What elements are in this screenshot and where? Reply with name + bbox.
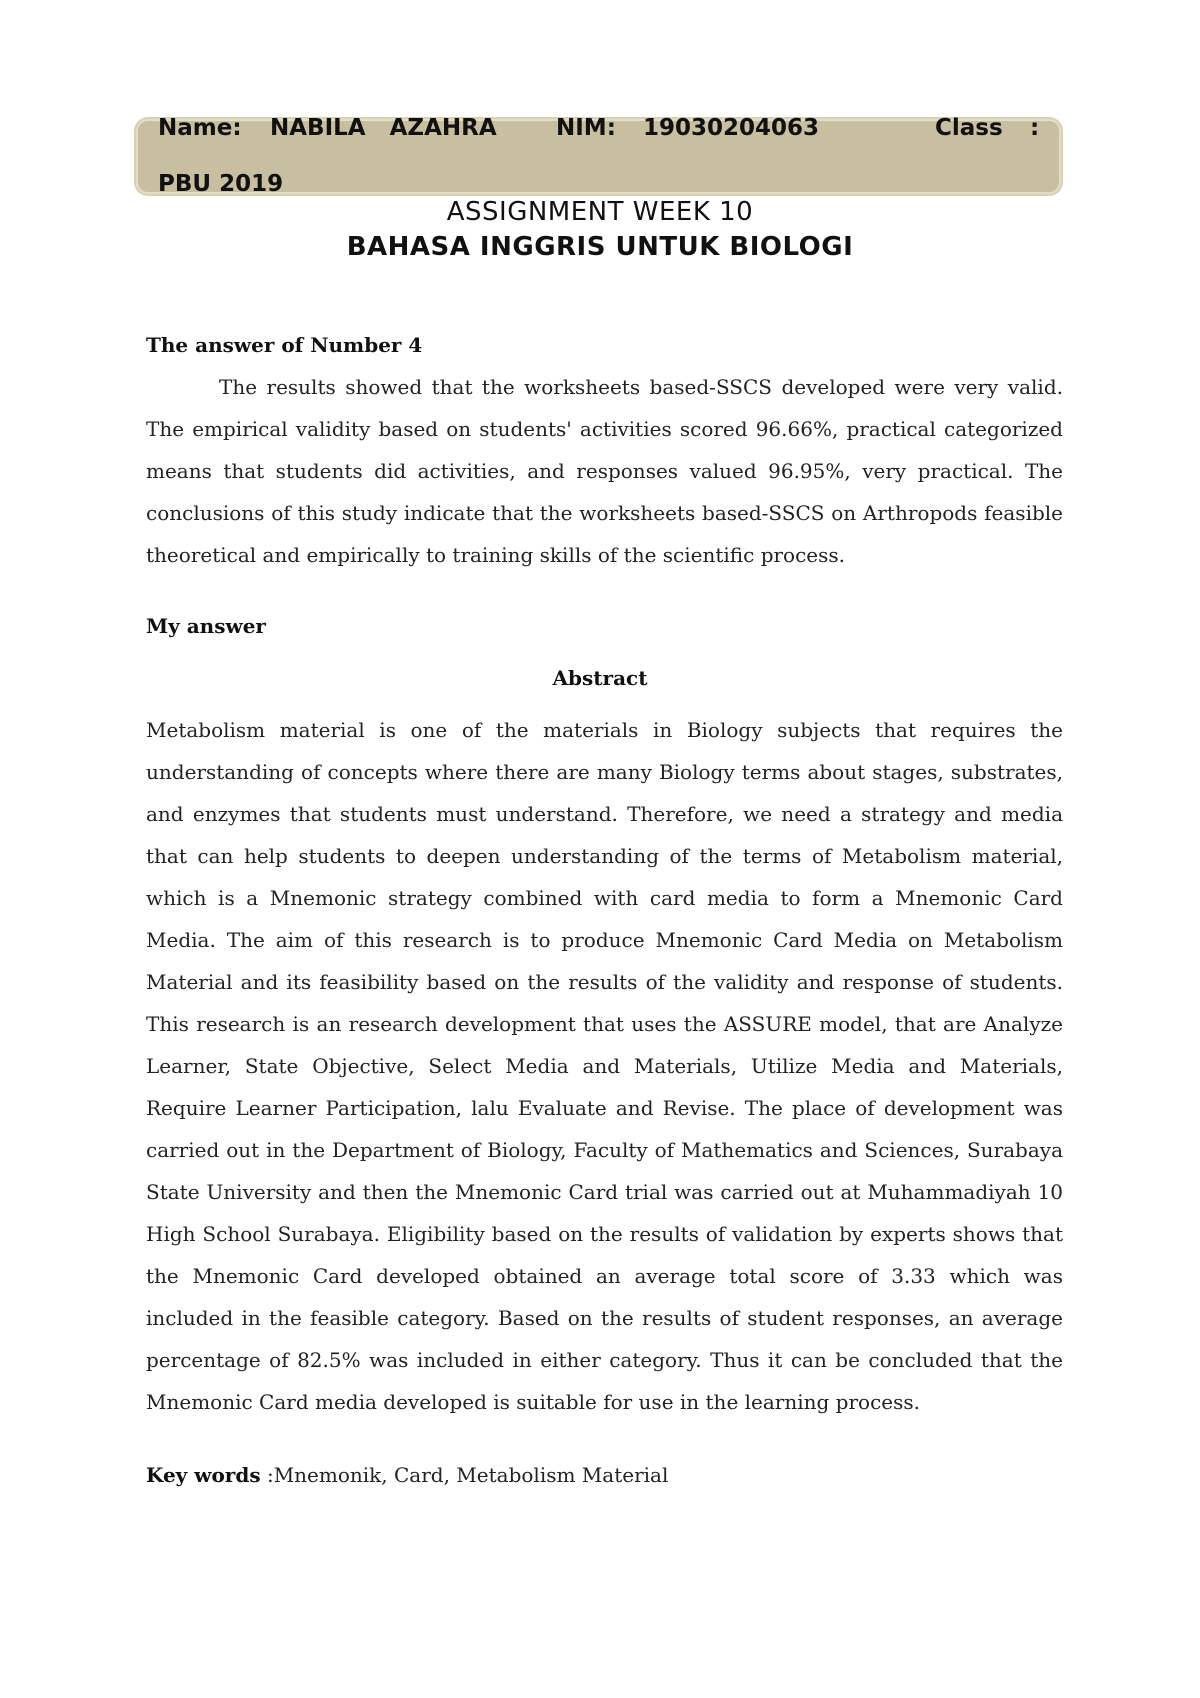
keywords-label: Key words [146, 1463, 261, 1487]
number-4-answer-paragraph: The results showed that the worksheets based-SSCS developed were very valid. The empirical validity based on students' activities scored 96.66%, practical categorized means that students did activities, and responses valued 96.95%, very practical. The conclusions of this study indicate that the worksheets based-SSCS on Arthropods feasible theoretical and empirically to training skills of the scientific process. [146, 375, 1063, 567]
class-label: Class [935, 115, 1003, 141]
section-heading-my-answer: My answer [146, 614, 266, 638]
name-label: Name: [158, 115, 242, 141]
keywords-line [146, 1463, 668, 1487]
nim-label: NIM: [556, 115, 616, 141]
class-colon: : [1030, 115, 1040, 141]
section-heading-number-4: The answer of Number 4 [146, 333, 423, 357]
course-title: BAHASA INGGRIS UNTUK BIOLOGI [346, 232, 854, 262]
abstract-paragraph: Metabolism material is one of the materials in Biology subjects that requires the understanding of concepts where there are many Biology terms about stages, substrates, and enzymes that students must understand. Therefore, we need a strategy and media that can help students to deepen understanding of the terms of Metabolism material, which is a Mnemonic strategy combined with card media to form a Mnemonic Card Media. The aim of this research is to produce Mnemonic Card Media on Metabolism Material and its feasibility based on the results of the validity and response of students. This research is an research development that uses the ASSURE model, that are Analyze Learner, State Objective, Select Media and Materials, Utilize Media and Materials, Require Learner Participation, lalu Evaluate and Revise. The place of development was carried out in the Department of Biology, Faculty of Mathematics and Sciences, Surabaya State University and then the Mnemonic Card trial was carried out at Muhammadiyah 10 High School Surabaya. Eligibility based on the results of validation by experts shows that the Mnemonic Card developed obtained an average total score of 3.33 which was included in the feasible category. Based on the results of student responses, an average percentage of 82.5% was included in either category. Thus it can be concluded that the Mnemonic Card media developed is suitable for use in the learning process. [146, 718, 1063, 1414]
assignment-title: ASSIGNMENT WEEK 10 [446, 197, 754, 227]
class-value: PBU 2019 [158, 171, 284, 197]
nim-value: 19030204063 [643, 115, 820, 141]
abstract-title: Abstract [552, 666, 648, 690]
keywords-value: :Mnemonik, Card, Metabolism Material [260, 1463, 669, 1487]
name-value: NABILA AZAHRA [270, 115, 497, 141]
